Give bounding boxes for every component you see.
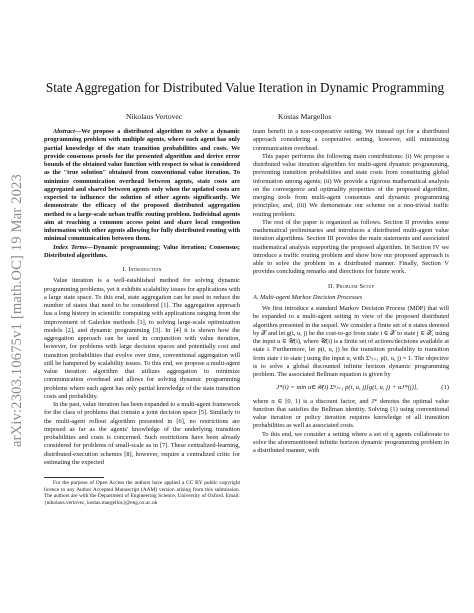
intro-paragraph-1: Value iteration is a well-established method for solving dynamic programming problems, yet it exhibits scalability issues for applications with a large state space. To this end, state aggregation can be used to reduce the number of states that need to be considered [1]. The aggregation approach has a long history in scientific computing with applications ranging from the improvement of Galerkin methods [1], to solving large-scale optimization models [2], and dynamic programming [3]. In [4] it is shown how the aggregation approach can be used in conjunction with value iteration, however, for problems with large decision spaces and potentially cost and transition probabilities that evolve over time, conventional aggregation will still be hampered by scalability issues. To this end, we propose a multi-agent value iteration algorithm that utilizes aggregation to minimize communication overhead and allows for solving dynamic programming problems where each agent has only partial knowledge of the state transition costs and probability.: [44, 277, 240, 400]
index-terms-label: Index Terms: [53, 243, 87, 251]
section-heading-introduction: I. Introduction: [122, 266, 162, 273]
arxiv-watermark: [6, 120, 28, 500]
paragraph-continued: team benefit in a non-cooperative setting. We instead opt for a distributed approach considering a cooperative setting, however, still minimizing communication overhead.: [253, 128, 449, 152]
paper-title: State Aggregation for Distributed Value Iteration in Dynamic Programming: [45, 80, 445, 95]
equation-body: J*(i) = min u∈𝒰(i) Σⁿⱼ₌₁ p(i, u, j)[g(i, u, j) + αJ*(j)],: [276, 384, 419, 392]
section-heading-problem-setup: II. Problem Setup: [327, 282, 375, 290]
intro-paragraph-2: In the past, value iteration has been expanded to a multi-agent framework for the class of problems that contain a joint decision space [5]. Similarly to the multi-agent rollout algorithm presented in [6], no restrictions are imposed as far as the agents' knowledge of the underlying transition probabilities and costs is concerned. Such restrictions have been already considered for problems of small-scale as in [7]. These centralized-learning, distributed-execution schemes [8], however, require a centralized critic for estimating the expected: [44, 401, 240, 466]
abstract: [44, 128, 240, 244]
mdp-paragraph: We first introduce a standard Markov Decision Process (MDP) that will be expanded to a multi-agent setting in view of the proposed distributed algorithm presented in the sequel. We consider a finite set of n states denoted by 𝒳 and let g(i, u, j) be the cost-to-go from state i ∈ 𝒳 to state j ∈ 𝒳, using the input u ∈ 𝒰(i), where 𝒰(i) is a finite set of actions/decisions available at state i. Furthermore, let p(i, u, j) be the transition probability to transition from state i to state j using the input u, with Σⁿⱼ₌₁ p(i, u, j) = 1. The objective is to solve a global discounted infinite horizon dynamic programming problem. The associated Bellman equation is given by: [253, 305, 449, 378]
abstract-text: —We propose a distributed algorithm to solve a dynamic programming problem with multiple agents, where each agent has only partial knowledge of the state transition probabilities and costs. We provide consensus proofs for the presented algorithm and derive error bounds of the obtained value function with respect to what is considered as the "true solution" obtained from conventional value iteration. To minimize communication overhead between agents, state costs are aggregated and shared between agents only when the updated costs are expected to influence the solution of other agents significantly. We demonstrate the efficacy of the proposed distributed aggregation method to a large-scale urban traffic routing problem. Individual agents aim at reaching a common access point and share local congestion information with other agents allowing for fully distributed routing with minimal communication between them.: [44, 128, 240, 243]
right-column: [253, 128, 449, 455]
author-2: Kostas Margellos: [278, 112, 332, 121]
author-1: Nikolaus Vertovec: [126, 112, 183, 121]
footnote: For the purpose of Open Access the authors have applied a CC BY public copyright licence to any Author Accepted Manuscript (AAM) version arising from this submission. The authors are with the Department of Engineering Science, University of Oxford. Email: {nikolaus.vertovec, kostas.margellos}@eng.ox.ac.uk: [44, 480, 240, 506]
subsection-heading-mdp: A. Multi-agent Markov Decision Processes: [253, 293, 363, 301]
index-terms-text: —Dynamic programming; Value iteration; Consensus; Distributed algorithms.: [44, 243, 240, 259]
index-terms: [44, 244, 240, 261]
equation-number: (1): [441, 384, 449, 392]
bellman-equation: [253, 384, 449, 392]
arxiv-id: arXiv:2303.10675v1 [math.OC] 19 Mar 2023: [8, 173, 25, 447]
agents-paragraph: To this end, we consider a setting where a set of q agents collaborate to solve the aforementioned infinite horizon dynamic programming problem in a distributed manner, with: [253, 430, 449, 454]
abstract-label: Abstract: [53, 128, 75, 135]
organization-paragraph: The rest of the paper is organized as follows. Section II provides some mathematical preliminaries and introduces a distributed multi-agent value iteration algorithms. Section III provides the main statements and associated mathematical analysis supporting the proposed algorithm. In Section IV we introduce a traffic routing problem and show how our proposed approach is able to solve the problem in a distributed manner. Finally, Section V provides concluding remarks and directions for future work.: [253, 218, 449, 276]
footnote-divider: [44, 477, 104, 478]
left-column: [44, 128, 240, 506]
discount-paragraph: where α ∈ [0, 1) is a discount factor, and J* denotes the optimal value function that satisfies the Bellman identity. Solving (1) using conventional value iteration or policy iteration requires knowledge of all transition probabilities as well as associated costs.: [253, 397, 449, 430]
contributions-paragraph: This paper performs the following main contributions: (i) We propose a distributed value iteration algorithm for multi-agent dynamic programming, preventing transition probabilities and state costs from constituting global information among agents; (ii) We provide a rigorous mathematical analysis on the convergence and optimality properties of the proposed algorithm, merging tools from multi-agent consensus and dynamic programming principles; and, (iii) We demonstrate our scheme on a non-trivial traffic routing problem.: [253, 152, 449, 218]
